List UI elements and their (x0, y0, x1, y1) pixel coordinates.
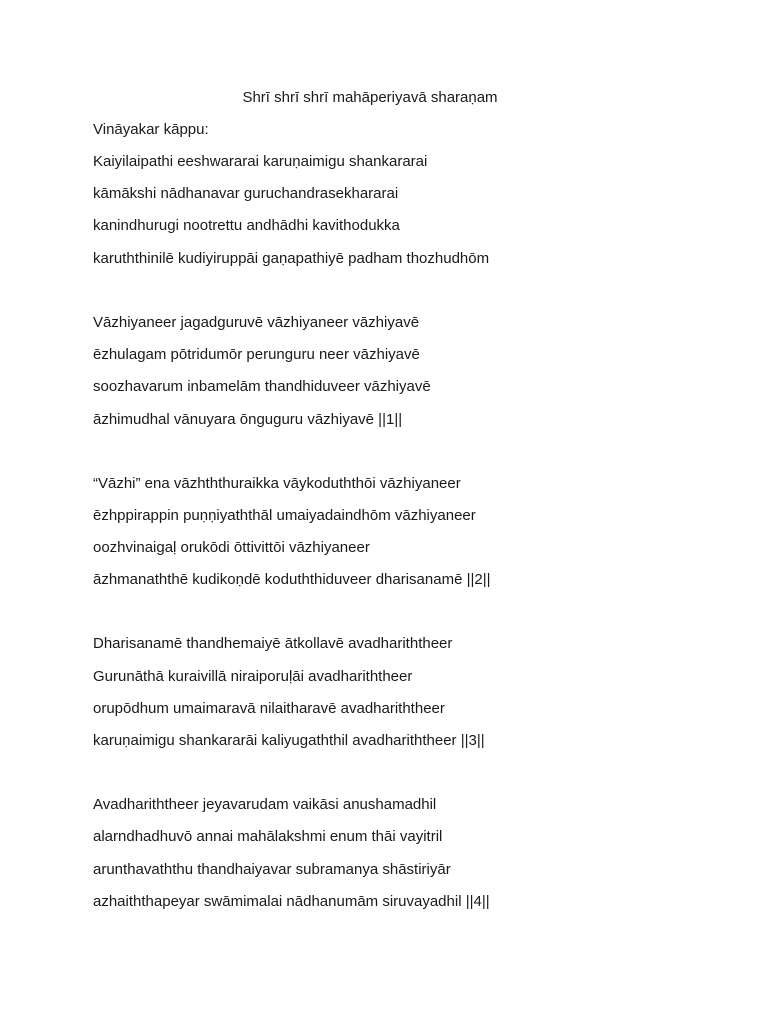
verse-line: soozhavarum inbamelām thandhiduveer vāzhiyavē (93, 378, 431, 395)
verse-line: kanindhurugi nootrettu andhādhi kavithodukka (93, 217, 400, 234)
verse-line: ēzhulagam pōtridumōr perunguru neer vāzhiyavē (93, 346, 420, 363)
verse-line: oozhvinaigaḷ orukōdi ōttivittōi vāzhiyaneer (93, 539, 370, 556)
verse-line: azhaiththapeyar swāmimalai nādhanumām siruvayadhil ||4|| (93, 893, 490, 910)
document-title: Shrī shrī shrī mahāperiyavā sharaṇam (242, 89, 498, 106)
verse-line: kāmākshi nādhanavar guruchandrasekhararai (93, 185, 399, 202)
verse-line: Vāzhiyaneer jagadguruvē vāzhiyaneer vāzhiyavē (93, 314, 420, 331)
verse-line: alarndhadhuvō annai mahālakshmi enum thāi vayitril (93, 828, 443, 845)
verse-line: karuththinilē kudiyiruppāi gaṇapathiyē padham thozhudhōm (93, 250, 490, 267)
verse-line: āzhmanaththē kudikoṇdē koduththiduveer dharisanamē ||2|| (93, 571, 491, 588)
verse-line: Gurunāthā kuraivillā niraiporuḷāi avadhariththeer (93, 668, 413, 685)
verse-line: ēzhppirappin puṇṇiyaththāl umaiyadaindhōm vāzhiyaneer (93, 507, 476, 524)
verse-line: Avadhariththeer jeyavarudam vaikāsi anushamadhil (93, 796, 437, 813)
verse-line: “Vāzhi” ena vāzhththuraikka vāykoduththōi vāzhiyaneer (93, 475, 461, 492)
section-heading: Vināyakar kāppu: (93, 121, 209, 138)
verse-line: āzhimudhal vānuyara ōnguguru vāzhiyavē ||1|| (93, 411, 403, 428)
verse-line: karuṇaimigu shankararāi kaliyugaththil avadhariththeer ||3|| (93, 732, 485, 749)
verse-line: orupōdhum umaimaravā nilaitharavē avadhariththeer (93, 700, 445, 717)
verse-line: Kaiyilaipathi eeshwararai karuṇaimigu shankararai (93, 153, 428, 170)
verse-line: Dharisanamē thandhemaiyē ātkollavē avadhariththeer (93, 635, 453, 652)
verse-line: arunthavaththu thandhaiyavar subramanya shāstiriyār (93, 861, 451, 878)
